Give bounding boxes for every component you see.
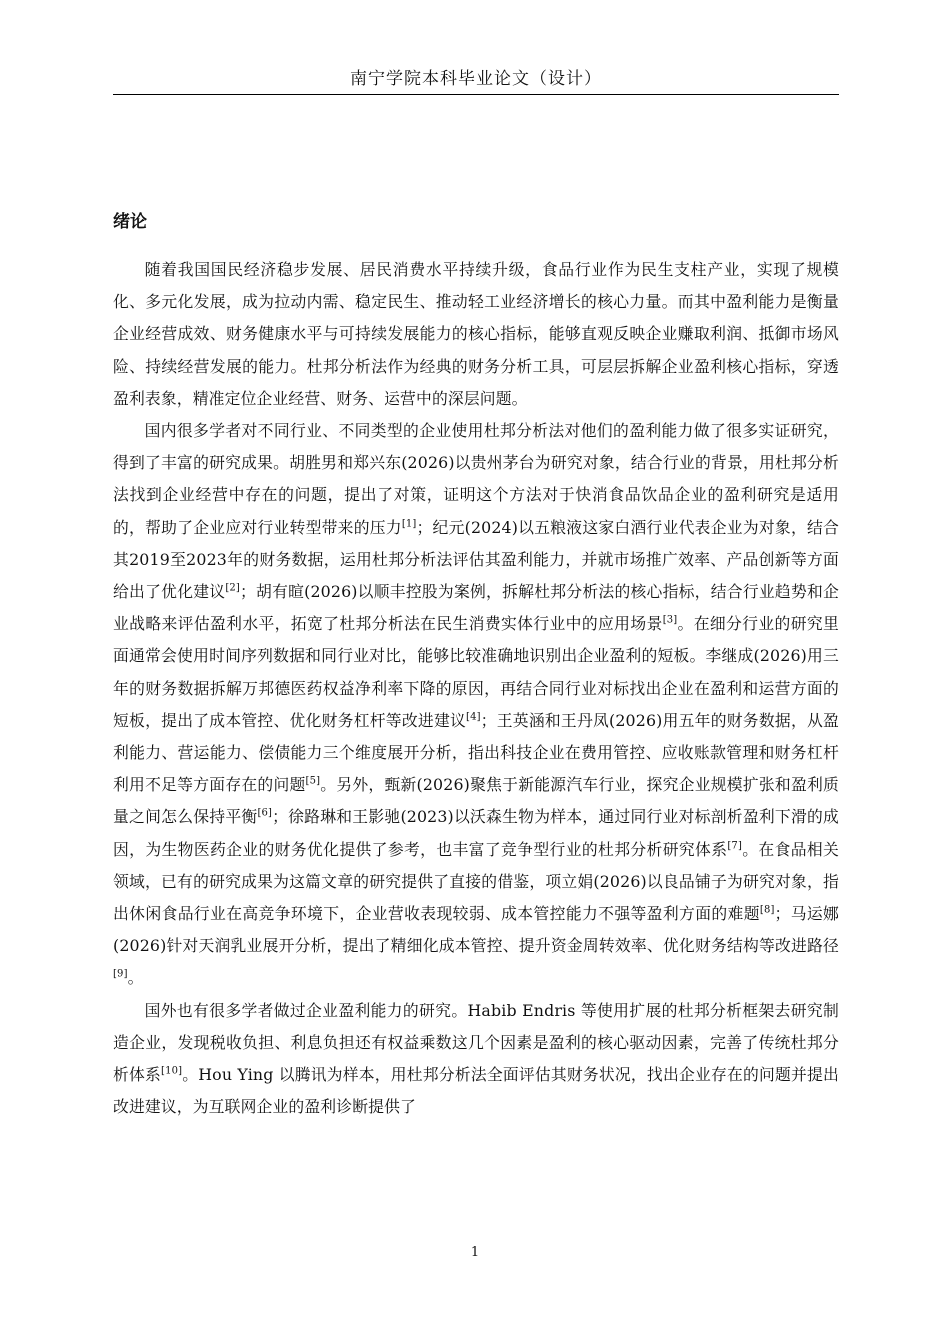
citation-marker: [10] [161, 1065, 183, 1077]
section-title: 绪论 [113, 212, 147, 232]
text-run: 。另外，甄新(2026)聚焦于新能源汽车行业，探究企业规模扩张和盈利质量之间怎么保持平衡 [113, 775, 839, 827]
text-run: ；胡有暄(2026)以顺丰控股为案例，拆解杜邦分析法的核心指标，结合行业趋势和企业战略来评估盈利水平，拓宽了杜邦分析法在民生消费实体行业中的应用场景 [113, 582, 839, 634]
citation-marker: [9] [113, 969, 128, 981]
citation-marker: [4] [466, 711, 481, 723]
text-run: 随着我国国民经济稳步发展、居民消费水平持续升级，食品行业作为民生支柱产业，实现了规模化、多元化发展，成为拉动内需、稳定民生、推动轻工业经济增长的核心力量。而其中盈利能力是衡量企业经营成效、财务健康水平与可持续发展能力的核心指标，能够直观反映企业赚取利润、抵御市场风险、持续经营发展的能力。杜邦分析法作为经典的财务分析工具，可层层拆解企业盈利核心指标，穿透盈利表象，精准定位企业经营、财务、运营中的深层问题。 [113, 260, 839, 408]
page-number: 1 [470, 1245, 480, 1260]
citation-marker: [1] [401, 518, 417, 530]
citation-marker: [6] [257, 808, 273, 820]
citation-marker: [2] [225, 582, 240, 594]
text-run: 。在细分行业的研究里面通常会使用时间序列数据和同行业对比，能够比较准确地识别出企业盈利的短板。李继成(2026)用三年的财务数据拆解万邦德医药权益净利率下降的原因，再结合同行业对标找出企业在盈利和运营方面的短板，提出了成本管控、优化财务杠杆等改进建议 [113, 614, 839, 730]
body-paragraph [113, 995, 839, 1124]
citation-marker: [3] [662, 614, 678, 626]
citation-marker: [5] [305, 775, 321, 787]
text-run: ；马运娜(2026)针对天润乳业展开分析，提出了精细化成本管控、提升资金周转效率、优化财务结构等改进路径 [113, 904, 839, 956]
body-paragraph [113, 254, 839, 415]
text-run: 。 [127, 968, 144, 988]
running-header: 南宁学院本科毕业论文（设计） [350, 69, 602, 89]
body-text [113, 254, 839, 1123]
text-run: 。Hou Ying 以腾讯为样本，用杜邦分析法全面评估其财务状况，找出企业存在的问题并提出改进建议，为互联网企业的盈利诊断提供了 [113, 1065, 839, 1117]
text-run: 国外也有很多学者做过企业盈利能力的研究。Habib Endris 等使用扩展的杜邦分析框架去研究制造企业，发现税收负担、利息负担还有权益乘数这几个因素是盈利的核心驱动因素，完善了传统杜邦分析体系 [113, 1000, 839, 1085]
citation-marker: [8] [759, 904, 775, 916]
text-run: 。在食品相关领域，已有的研究成果为这篇文章的研究提供了直接的借鉴，项立娟(2026)以良品铺子为研究对象，指出休闲食品行业在高竞争环境下，企业营收表现较弱、成本管控能力不强等盈利方面的难题 [113, 839, 840, 924]
text-run: ；纪元(2024)以五粮液这家白酒行业代表企业为对象，结合其2019至2023年的财务数据，运用杜邦分析法评估其盈利能力，并就市场推广效率、产品创新等方面给出了优化建议 [113, 517, 839, 602]
text-run: ；王英涵和王丹凤(2026)用五年的财务数据，从盈利能力、营运能力、偿债能力三个维度展开分析，指出科技企业在费用管控、应收账款管理和财务杠杆利用不足等方面存在的问题 [113, 710, 839, 795]
text-run: ；徐路琳和王影驰(2023)以沃森生物为样本，通过同行业对标剖析盈利下滑的成因，为生物医药企业的财务优化提供了参考，也丰富了竞争型行业的杜邦分析研究体系 [113, 807, 839, 859]
text-run: 国内很多学者对不同行业、不同类型的企业使用杜邦分析法对他们的盈利能力做了很多实证研究，得到了丰富的研究成果。胡胜男和郑兴东(2026)以贵州茅台为研究对象，结合行业的背景，用杜邦分析法找到企业经营中存在的问题，提出了对策，证明这个方法对于快消食品饮品企业的盈利研究是适用的，帮助了企业应对行业转型带来的压力 [113, 421, 839, 537]
citation-marker: [7] [727, 840, 742, 852]
body-paragraph [113, 415, 839, 995]
header-rule [113, 94, 839, 95]
